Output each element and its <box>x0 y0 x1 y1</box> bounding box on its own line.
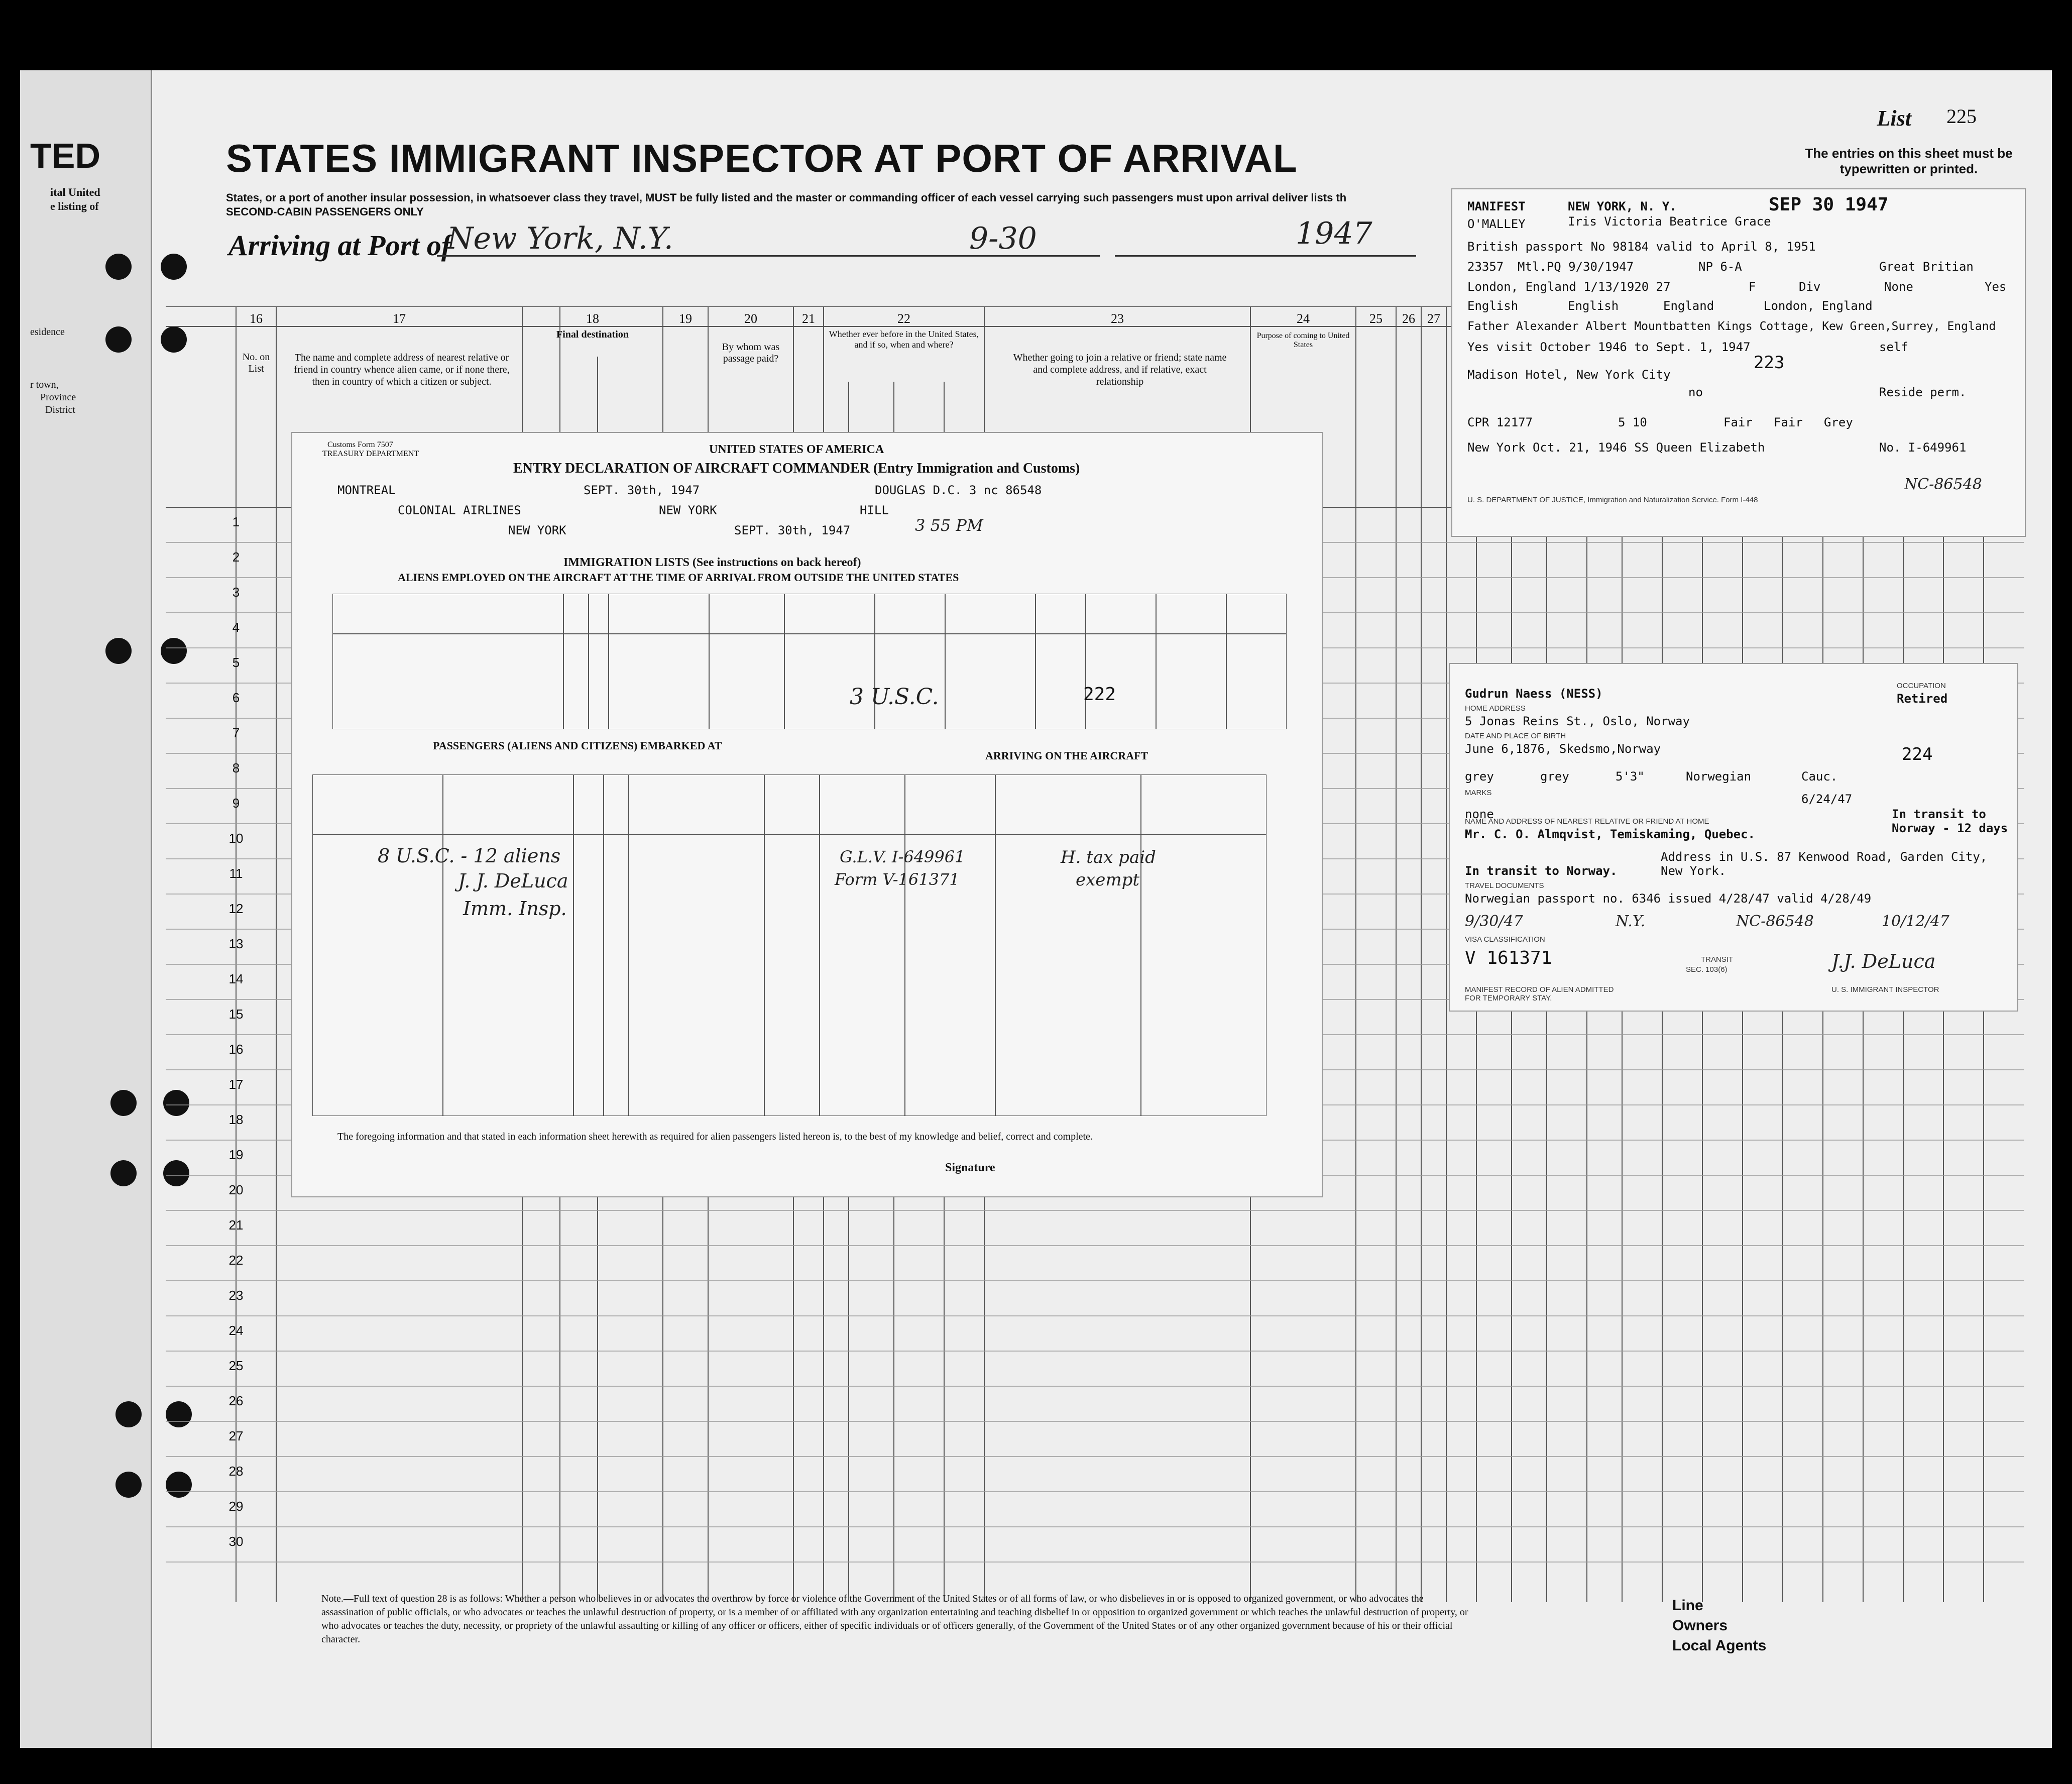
card2-travel-label: TRAVEL DOCUMENTS <box>1465 881 1544 890</box>
owner-address: NEW YORK <box>659 503 717 517</box>
row-number: 26 <box>228 1393 244 1408</box>
col-num-24: 24 <box>1297 311 1310 326</box>
card2-dob-label: DATE AND PLACE OF BIRTH <box>1465 732 1566 740</box>
col-num-16: 16 <box>250 311 263 326</box>
form-footer: The foregoing information and that stated in each information sheet herewith as required for alien passengers listed hereon is, to the best of my knowledge and belief, correct and complete. <box>337 1131 1093 1142</box>
row-number: 3 <box>232 585 240 600</box>
card1-head-tax: CPR 12177 <box>1467 415 1533 429</box>
crew-table <box>332 594 1287 729</box>
owned-by: COLONIAL AIRLINES <box>398 503 521 517</box>
card2-transit: TRANSIT <box>1701 955 1734 964</box>
card2-list-number: 224 <box>1902 744 1933 764</box>
list-label: List <box>1877 106 1911 131</box>
row-number: 27 <box>228 1428 244 1443</box>
col-num-26: 26 <box>1402 311 1415 326</box>
col-num-25: 25 <box>1369 311 1383 326</box>
card1-language: English <box>1467 299 1519 313</box>
row-number: 13 <box>228 936 244 951</box>
col-num-17: 17 <box>393 311 406 326</box>
col-num-21: 21 <box>802 311 815 326</box>
card2-address: 5 Jonas Reins St., Oslo, Norway <box>1465 714 1690 728</box>
entries-note: The entries on this sheet must be typewritten or printed. <box>1805 146 2013 176</box>
row-number: 21 <box>228 1217 244 1233</box>
binder-hole <box>116 1401 142 1427</box>
binder-hole <box>110 1090 137 1116</box>
row-number: 4 <box>232 620 240 635</box>
card2-visa-no: V 161371 <box>1465 948 1552 968</box>
row-number: 19 <box>228 1147 244 1162</box>
customs-form-title: ENTRY DECLARATION OF AIRCRAFT COMMANDER (Entry Immigration and Customs) <box>513 461 1080 476</box>
prev-col-2: r town, <box>30 379 59 390</box>
card2-visa-date: 6/24/47 <box>1801 792 1853 806</box>
card1-paid-by: self <box>1879 340 1908 354</box>
local-agents-label: Local Agents <box>1672 1637 1767 1654</box>
row-number: 28 <box>228 1464 244 1479</box>
card1-passport: British passport No 98184 valid to April 8, 1951 <box>1467 240 1816 254</box>
card2-birth: June 6,1876, Skedsmo,Norway <box>1465 742 1661 756</box>
card1-stay: Reside perm. <box>1879 385 1967 399</box>
row-number: 30 <box>228 1534 244 1549</box>
card2-marks: none <box>1465 807 1494 821</box>
card1-write: Yes <box>1985 280 2007 294</box>
row-number: 29 <box>228 1499 244 1514</box>
col-num-22: 22 <box>897 311 910 326</box>
col-label-20: By whom was passage paid? <box>722 342 780 364</box>
subtitle-line: States, or a port of another insular possession, in whatsoever class they travel, MUST be fully listed and the master or commanding officer of each vessel carrying such passengers must upon arrival deliver lists th <box>226 191 1347 204</box>
col-label-18: Final destination <box>556 329 629 340</box>
row-number: 23 <box>228 1288 244 1303</box>
col-num-20: 20 <box>744 311 757 326</box>
passenger-hw-3: Imm. Insp. <box>463 898 567 920</box>
card2-home-label: HOME ADDRESS <box>1465 704 1526 713</box>
prev-line-1: ital United <box>50 186 100 198</box>
list-number: 225 <box>1946 105 1977 128</box>
card1-family: O'MALLEY <box>1467 217 1526 231</box>
card1-given: Iris Victoria Beatrice Grace <box>1568 214 1771 229</box>
manifest-page <box>20 70 2052 1748</box>
card1-marital: Div <box>1799 280 1821 294</box>
crew-list-number: 222 <box>1083 684 1116 705</box>
row-number: 2 <box>232 549 240 565</box>
passenger-hw-2: J. J. DeLuca <box>458 870 568 892</box>
col-label-16: No. on List <box>242 352 270 374</box>
date-underline <box>1115 255 1416 257</box>
card2-purpose: In transit to Norway - 12 days <box>1892 807 2008 835</box>
row-number: 24 <box>228 1323 244 1338</box>
card2-admission: 9/30/47 <box>1465 913 1523 930</box>
col-label-23: Whether going to join a relative or friend; state name and complete address, and if relative, exact relationship <box>1013 352 1227 387</box>
row-number: 20 <box>228 1182 244 1197</box>
card2-in-transit: In transit to Norway. <box>1465 864 1618 878</box>
manifest-label: MANIFEST <box>1467 199 1526 213</box>
card2-occ-label: OCCUPATION <box>1897 682 1946 690</box>
row-number: 25 <box>228 1358 244 1373</box>
crew-note: 3 U.S.C. <box>850 684 939 710</box>
prev-col-1: esidence <box>30 326 65 338</box>
card1-landing: New York Oct. 21, 1946 SS Queen Elizabeth <box>1467 440 1765 455</box>
col-num-27: 27 <box>1427 311 1440 326</box>
prev-col-3: Province <box>40 392 76 403</box>
line-label: Line <box>1672 1597 1703 1614</box>
card2-name: Gudrun Naess (NESS) <box>1465 687 1603 701</box>
binder-hole <box>105 254 132 280</box>
card1-nationality: England <box>1663 299 1714 313</box>
binder-hole <box>116 1472 142 1498</box>
arriving-label: Arriving at Port of <box>228 229 451 262</box>
card1-section: NP 6-A <box>1698 260 1742 274</box>
row-number: 1 <box>232 514 240 529</box>
subtitle-line-2: SECOND-CABIN PASSENGERS ONLY <box>226 205 424 218</box>
binder-hole <box>105 638 132 664</box>
card1-height: 5 10 <box>1618 415 1647 429</box>
row-number: 15 <box>228 1007 244 1022</box>
card-omalley <box>1451 188 2026 537</box>
card2-section: SEC. 103(6) <box>1686 965 1728 974</box>
col-label-24: Purpose of coming to United States <box>1256 331 1350 349</box>
card2-marks-label: MARKS <box>1465 789 1492 797</box>
row-number: 17 <box>228 1077 244 1092</box>
card2-port: N.Y. <box>1616 913 1646 930</box>
row-number: 14 <box>228 971 244 986</box>
arrival-stamp: SEP 30 1947 <box>1769 194 1889 215</box>
card1-race: English <box>1568 299 1619 313</box>
card1-birthplace: London, England 1/13/1920 27 <box>1467 280 1671 294</box>
card2-nationality: Norwegian <box>1686 769 1752 784</box>
row-number: 10 <box>228 831 244 846</box>
card1-list-number: 223 <box>1754 353 1785 373</box>
card2-relative-label: NAME AND ADDRESS OF NEAREST RELATIVE OR FRIEND AT HOME <box>1465 817 1709 826</box>
card2-inspector-signature: J.J. DeLuca <box>1831 950 1936 972</box>
owners-label: Owners <box>1672 1617 1728 1634</box>
card2-footer-right: U. S. IMMIGRANT INSPECTOR <box>1831 985 1939 994</box>
card1-deported: no <box>1688 385 1703 399</box>
card2-hair: grey <box>1465 769 1494 784</box>
passenger-table <box>312 774 1267 1116</box>
card1-sex: F <box>1749 280 1756 294</box>
arrival-year: 1947 <box>1296 216 1372 251</box>
departure-place: MONTREAL <box>337 483 396 497</box>
col-label-17: The name and complete address of nearest relative or friend in country whence alien came, or if none there, then in country of which a citizen or subject. <box>294 352 510 387</box>
port-of-arrival: New York, N.Y. <box>447 221 673 256</box>
col-num-18: 18 <box>586 311 599 326</box>
prev-title: TED <box>30 136 100 175</box>
row-number: 7 <box>232 725 240 740</box>
prev-line-2: e listing of <box>50 200 99 212</box>
col-label-22: Whether ever before in the United States, and if so, when and where? <box>829 329 979 350</box>
card2-height: 5'3" <box>1616 769 1645 784</box>
treasury-dept: TREASURY DEPARTMENT <box>322 450 419 458</box>
tax-exempt: exempt <box>1076 870 1140 890</box>
card2-depart: 10/12/47 <box>1882 913 1949 930</box>
row-number: 5 <box>232 655 240 670</box>
card1-issued: Mtl.PQ 9/30/1947 <box>1518 260 1634 274</box>
row-number: 22 <box>228 1253 244 1268</box>
card1-civ: 23357 <box>1467 260 1504 274</box>
card1-port: NEW YORK, N. Y. <box>1568 199 1677 213</box>
row-number: 6 <box>232 690 240 705</box>
aircraft-id: DOUGLAS D.C. 3 nc 86548 <box>875 483 1042 497</box>
card2-race: Cauc. <box>1801 769 1838 784</box>
card2-nearest-relative: Mr. C. O. Almqvist, Temiskaming, Quebec. <box>1465 827 1755 841</box>
prev-col-4: District <box>45 404 75 415</box>
card1-cert: No. I-649961 <box>1879 440 1967 455</box>
card1-destination: Madison Hotel, New York City <box>1467 368 1671 382</box>
card1-hair: Fair <box>1774 415 1803 429</box>
arrival-date: 9-30 <box>969 221 1037 256</box>
usa-heading: UNITED STATES OF AMERICA <box>709 443 884 456</box>
binder-hole <box>110 1160 137 1186</box>
footer-note: Note.—Full text of question 28 is as follows: Whether a person who believes in or advocates the overthrow by force or violence of the Government of the United States or of all forms of law, or who disbelieves in or is opposed to organized government, or who advocates the assassination of public officials, or who advocates or teaches the unlawful destruction of property, or is a member of or affiliated with any organization entertaining and teaching disbelief in or opposition to organized government or which teaches the unlawful destruction of property, or who advocates or teaches the duty, necessity, or propriety of the unlawful assaulting or killing of any officer or officers, either of specific individuals or of officers generally, of the Government of the United States or of any other organized government because of his or their official character. <box>321 1593 1468 1645</box>
commander-name: HILL <box>860 503 889 517</box>
arrival-date-form: SEPT. 30th, 1947 <box>734 523 851 537</box>
arriving-line <box>228 229 451 262</box>
row-number: 8 <box>232 760 240 775</box>
passport-1: G.L.V. I-649961 <box>840 847 965 866</box>
signature-label: Signature <box>945 1161 995 1174</box>
row-number: 12 <box>228 901 244 916</box>
card1-eyes: Grey <box>1824 415 1853 429</box>
card-naess <box>1449 663 2018 1012</box>
row-number: 9 <box>232 796 240 811</box>
binder-hole <box>105 326 132 353</box>
page-subtitle <box>226 191 1582 219</box>
customs-form-7507 <box>291 432 1323 1197</box>
crew-title: ALIENS EMPLOYED ON THE AIRCRAFT AT THE TIME OF ARRIVAL FROM OUTSIDE THE UNITED STATES <box>398 571 959 584</box>
passport-2: Form V-161371 <box>835 870 960 889</box>
col-num-19: 19 <box>679 311 692 326</box>
row-number: 18 <box>228 1112 244 1127</box>
card1-last-residence: London, England <box>1764 299 1873 313</box>
card1-ever-in-us: Yes visit October 1946 to Sept. 1, 1947 <box>1467 340 1751 354</box>
page-title: STATES IMMIGRANT INSPECTOR AT PORT OF ARRIVAL <box>226 136 1298 180</box>
passenger-hw-1: 8 U.S.C. - 12 aliens <box>378 845 561 867</box>
card2-footer-left: MANIFEST RECORD OF ALIEN ADMITTED FOR TEMPORARY STAY. <box>1465 985 1614 1002</box>
card2-travel-doc: Norwegian passport no. 6346 issued 4/28/47 valid 4/28/49 <box>1465 891 1872 906</box>
card1-relative: Father Alexander Albert Mountbatten Kings Cottage, Kew Green,Surrey, England <box>1467 320 1996 333</box>
passengers-title: PASSENGERS (ALIENS AND CITIZENS) EMBARKED AT <box>433 739 722 752</box>
card1-aircraft: NC-86548 <box>1904 476 1982 493</box>
card2-visa-label: VISA CLASSIFICATION <box>1465 935 1545 944</box>
tax-paid: H. tax paid <box>1061 847 1156 867</box>
card2-occupation: Retired <box>1897 692 1948 706</box>
card1-occupation: None <box>1884 280 1913 294</box>
col-num-23: 23 <box>1111 311 1124 326</box>
card2-us-address: Address in U.S. 87 Kenwood Road, Garden City, New York. <box>1661 850 1988 878</box>
row-number: 11 <box>229 866 243 881</box>
card1-complexion: Fair <box>1723 415 1753 429</box>
port-of-entry: NEW YORK <box>508 523 566 537</box>
departure-date: SEPT. 30th, 1947 <box>584 483 700 497</box>
immigration-lists: IMMIGRATION LISTS (See instructions on back hereof) <box>563 556 861 569</box>
arrival-time: 3 55 PM <box>915 516 983 535</box>
card2-eyes: grey <box>1540 769 1569 784</box>
arriving-on-aircraft: ARRIVING ON THE AIRCRAFT <box>985 749 1148 762</box>
card1-quota: Great Britian <box>1879 260 1974 274</box>
card1-footer: U. S. DEPARTMENT OF JUSTICE, Immigration and Naturalization Service. Form I-448 <box>1467 496 1758 504</box>
row-number: 16 <box>228 1042 244 1057</box>
customs-form-id: Customs Form 7507 <box>327 440 393 449</box>
card2-vessel: NC-86548 <box>1736 913 1814 930</box>
